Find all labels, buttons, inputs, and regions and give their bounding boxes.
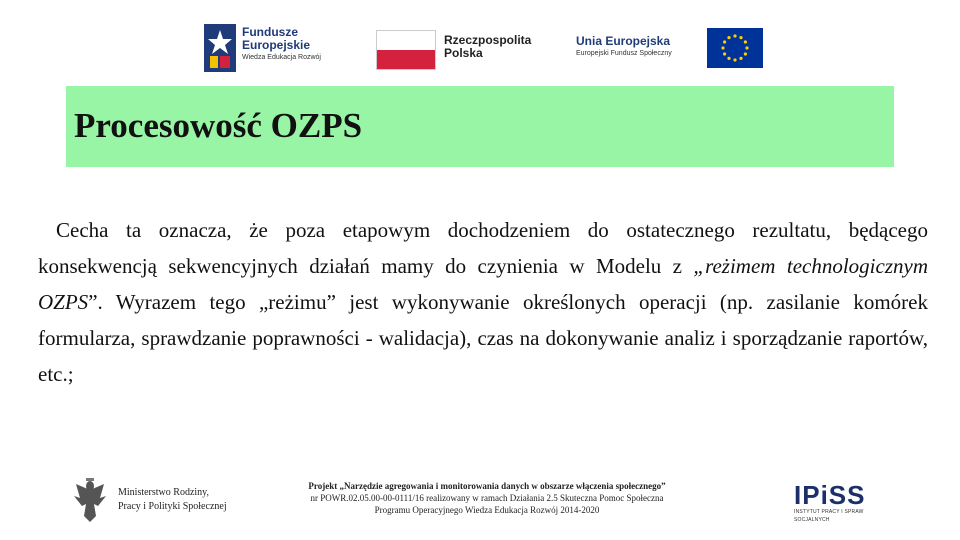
eagle-emblem-icon bbox=[72, 476, 108, 524]
footer-bar bbox=[0, 470, 960, 530]
title-band bbox=[66, 86, 894, 167]
project-line3: Programu Operacyjnego Wiedza Edukacja Rozwój 2014-2020 bbox=[374, 505, 600, 515]
fundusze-europejskie-logo bbox=[204, 22, 354, 74]
slide-paragraph bbox=[38, 212, 928, 392]
eu-flag-icon bbox=[707, 28, 763, 68]
header-logo-bar bbox=[0, 20, 960, 76]
paragraph-part2: ”. Wyrazem tego „reżimu” jest wykonywanie określonych operacji (np. zasilanie komórek formularza, sprawdzanie poprawności - walidacja), czas na dokonywanie analiz i sporządzanie raportów, etc.; bbox=[38, 290, 928, 386]
ipiss-logo bbox=[794, 482, 898, 526]
project-line1: Projekt „Narzędzie agregowania i monitorowania danych w obszarze włączenia społecznego” bbox=[308, 481, 666, 491]
ue-line2: Europejski Fundusz Społeczny bbox=[576, 50, 672, 57]
project-info bbox=[262, 480, 712, 516]
ipiss-name: IPiSS bbox=[794, 480, 866, 510]
ministry-line2: Pracy i Polityki Społecznej bbox=[118, 501, 227, 512]
slide-title: Procesowość OZPS bbox=[74, 106, 363, 145]
ministry-logo bbox=[72, 476, 232, 526]
project-line2: nr POWR.02.05.00-00-0111/16 realizowany w ramach Działania 2.5 Skuteczna Pomoc Społeczna bbox=[310, 493, 664, 503]
rp-line1: Rzeczpospolita bbox=[444, 33, 532, 47]
rzeczpospolita-polska-logo bbox=[376, 26, 556, 72]
paragraph-italic: „reżimem technologicznym OZPS bbox=[38, 254, 928, 314]
paragraph-part1: Cecha ta oznacza, że poza etapowym dochodzeniem do ostatecznego rezultatu, będącego konsekwencją sekwencyjnych działań mamy do czynienia w Modelu z bbox=[38, 218, 928, 278]
polish-flag-icon bbox=[376, 30, 436, 70]
fe-line3: Wiedza Edukacja Rozwój bbox=[242, 54, 321, 61]
ipiss-subtitle: INSTYTUT PRACY I SPRAW SOCJALNYCH bbox=[794, 509, 864, 523]
fe-star-icon bbox=[204, 24, 236, 72]
fe-line2: Europejskie bbox=[242, 38, 311, 52]
unia-europejska-logo bbox=[576, 26, 766, 72]
fe-line1: Fundusze bbox=[242, 25, 298, 39]
rp-line2: Polska bbox=[444, 46, 483, 60]
ue-line1: Unia Europejska bbox=[576, 34, 671, 48]
ministry-line1: Ministerstwo Rodziny, bbox=[118, 487, 210, 498]
